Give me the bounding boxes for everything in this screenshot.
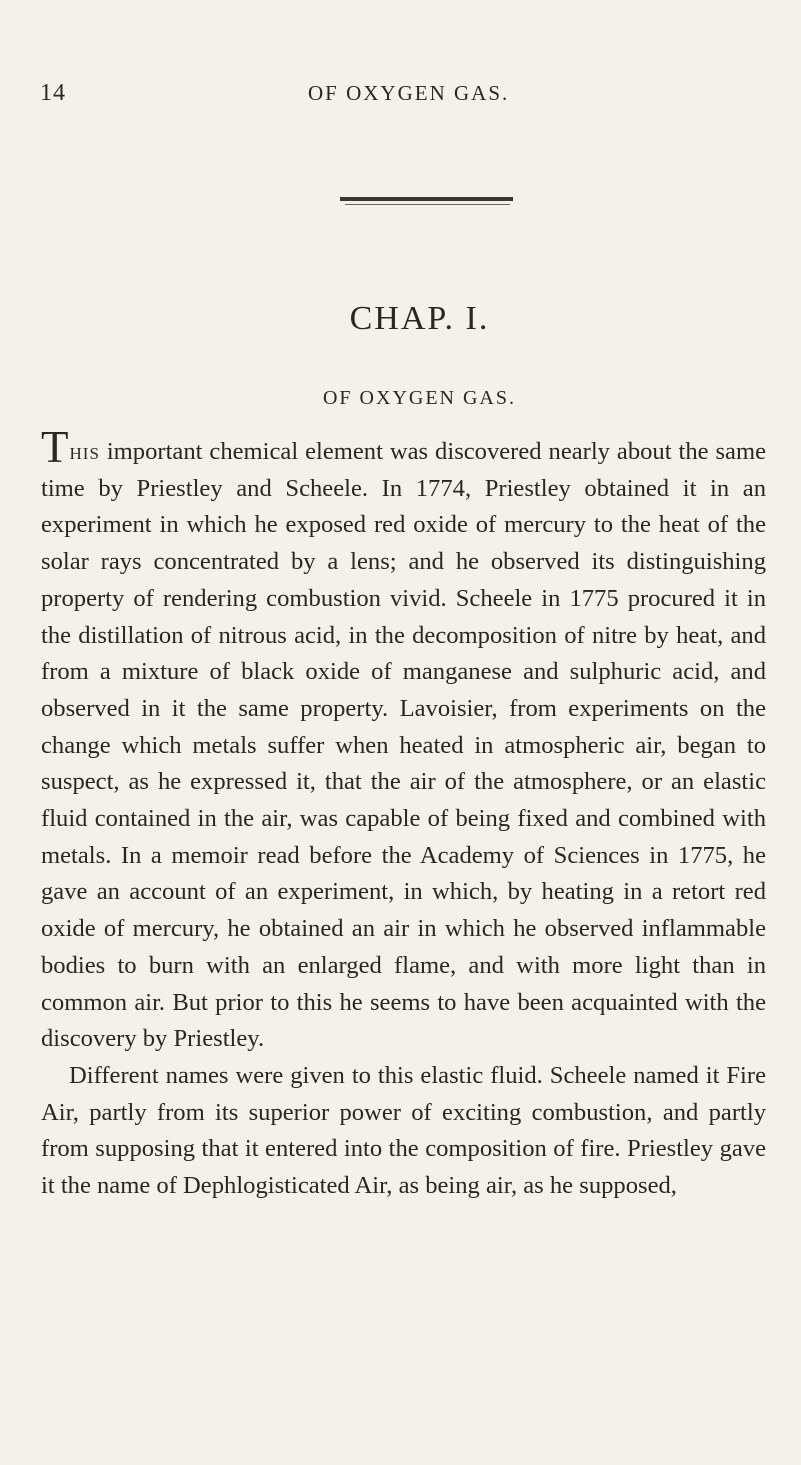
body-text [41,422,766,1205]
chapter-rule-thin [345,204,510,205]
paragraph-2 [41,1058,766,1205]
lead-word: his [69,438,100,465]
chapter-rule [340,197,513,201]
running-title: OF OXYGEN GAS. [308,81,510,105]
paragraph-1-text: important chemical element was discovered nearly about the same time by Priestley and Scheele. In 1774, Priestley obtained it in an experiment in which he exposed red oxide of mercury to the heat of the solar rays concentrated by a lens; and he observed its distinguishing property of rendering combustion vivid. Scheele in 1775 procured it in the distillation of nitrous acid, in the decomposition of nitre by heat, and from a mixture of black oxide of manganese and sulphuric acid, and observed in it the same property. Lavoisier, from experiments on the change which metals suffer when heated in atmospheric air, began to suspect, as he expressed it, that the air of the atmosphere, or an elastic fluid contained in the air, was capable of being fixed and combined with metals. In a memoir read before the Academy of Sciences in 1775, he gave an account of an experiment, in which, by heating in a retort red oxide of mercury, he obtained an air in which he observed inflammable bodies to burn with an enlarged flame, and with more light than in common air. But prior to this he seems to have been acquainted with the discovery by Priestley. [41,438,766,1053]
running-head [0,80,801,110]
paragraph-1 [41,422,766,1058]
page-number: 14 [40,80,66,106]
paragraph-2-text: Different names were given to this elastic fluid. Scheele named it Fire Air, partly from its superior power of exciting combustion, and partly from supposing that it entered into the composition of fire. Priestley gave it the name of Dephlogisticated Air, as being air, as he supposed, [41,1061,766,1200]
drop-cap: T [41,422,69,472]
section-title: OF OXYGEN GAS. [322,387,516,409]
chapter-heading: CHAP. I. [349,300,490,337]
